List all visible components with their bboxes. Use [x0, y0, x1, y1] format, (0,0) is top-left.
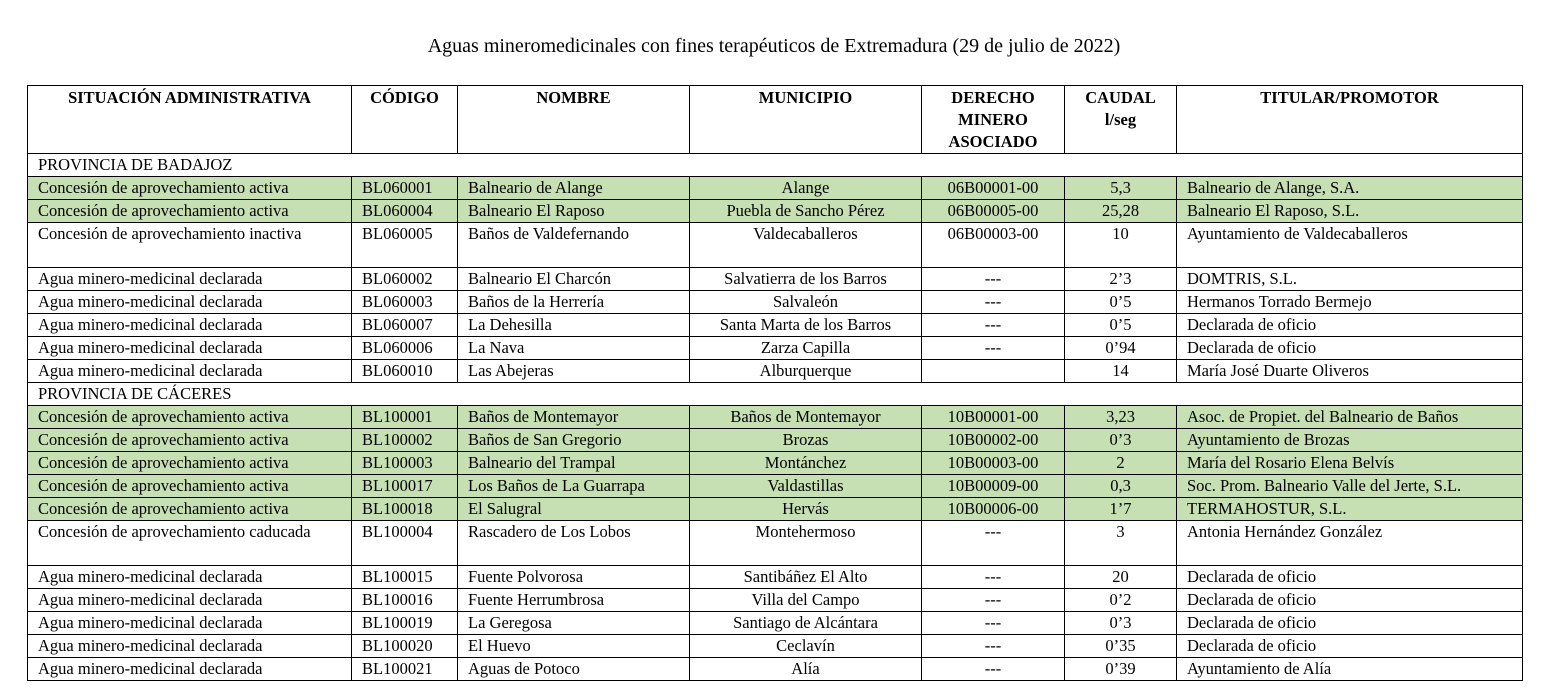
derecho-cell: 10B00001-00	[922, 406, 1065, 429]
codigo-cell: BL060010	[352, 360, 458, 383]
caudal-cell: 0’5	[1065, 291, 1177, 314]
table-row	[28, 658, 1523, 681]
table-row	[28, 337, 1523, 360]
table-header-row	[28, 86, 1523, 154]
municipio-cell: Brozas	[690, 429, 922, 452]
situacion-cell: Agua minero-medicinal declarada	[28, 635, 352, 658]
titular-cell: Ayuntamiento de Valdecaballeros	[1177, 223, 1523, 268]
situacion-cell: Agua minero-medicinal declarada	[28, 658, 352, 681]
derecho-cell: 06B00001-00	[922, 177, 1065, 200]
table-row	[28, 360, 1523, 383]
caudal-cell: 20	[1065, 566, 1177, 589]
municipio-cell: Hervás	[690, 498, 922, 521]
titular-cell: Balneario El Raposo, S.L.	[1177, 200, 1523, 223]
caudal-cell: 0’94	[1065, 337, 1177, 360]
situacion-cell: Agua minero-medicinal declarada	[28, 314, 352, 337]
nombre-cell: Balneario El Charcón	[458, 268, 690, 291]
derecho-cell: ---	[922, 337, 1065, 360]
titular-cell: María del Rosario Elena Belvís	[1177, 452, 1523, 475]
situacion-cell: Agua minero-medicinal declarada	[28, 360, 352, 383]
municipio-cell: Zarza Capilla	[690, 337, 922, 360]
table-row	[28, 177, 1523, 200]
table-row	[28, 635, 1523, 658]
codigo-cell: BL060004	[352, 200, 458, 223]
titular-cell: Declarada de oficio	[1177, 612, 1523, 635]
caudal-cell: 0’3	[1065, 612, 1177, 635]
caudal-cell: 5,3	[1065, 177, 1177, 200]
titular-cell: Ayuntamiento de Brozas	[1177, 429, 1523, 452]
nombre-cell: La Geregosa	[458, 612, 690, 635]
derecho-cell: 10B00009-00	[922, 475, 1065, 498]
titular-cell: María José Duarte Oliveros	[1177, 360, 1523, 383]
nombre-cell: Baños de la Herrería	[458, 291, 690, 314]
situacion-cell: Concesión de aprovechamiento inactiva	[28, 223, 352, 268]
table-row	[28, 612, 1523, 635]
caudal-cell: 2’3	[1065, 268, 1177, 291]
municipio-cell: Valdastillas	[690, 475, 922, 498]
titular-cell: Soc. Prom. Balneario Valle del Jerte, S.L.	[1177, 475, 1523, 498]
codigo-cell: BL060006	[352, 337, 458, 360]
titular-cell: Ayuntamiento de Alía	[1177, 658, 1523, 681]
situacion-cell: Concesión de aprovechamiento activa	[28, 429, 352, 452]
municipio-cell: Santa Marta de los Barros	[690, 314, 922, 337]
derecho-cell: ---	[922, 291, 1065, 314]
municipio-cell: Villa del Campo	[690, 589, 922, 612]
caudal-cell: 3	[1065, 521, 1177, 566]
titular-cell: Declarada de oficio	[1177, 589, 1523, 612]
table-row	[28, 566, 1523, 589]
municipio-cell: Alange	[690, 177, 922, 200]
municipio-cell: Alía	[690, 658, 922, 681]
codigo-cell: BL060002	[352, 268, 458, 291]
derecho-cell: ---	[922, 314, 1065, 337]
situacion-cell: Agua minero-medicinal declarada	[28, 268, 352, 291]
titular-cell: Hermanos Torrado Bermejo	[1177, 291, 1523, 314]
header-nombre: NOMBRE	[458, 86, 690, 154]
table-row	[28, 223, 1523, 268]
titular-cell: Asoc. de Propiet. del Balneario de Baños	[1177, 406, 1523, 429]
codigo-cell: BL100015	[352, 566, 458, 589]
codigo-cell: BL100021	[352, 658, 458, 681]
caudal-cell: 0’2	[1065, 589, 1177, 612]
municipio-cell: Ceclavín	[690, 635, 922, 658]
mineral-waters-table	[27, 85, 1523, 681]
nombre-cell: Aguas de Potoco	[458, 658, 690, 681]
municipio-cell: Santiago de Alcántara	[690, 612, 922, 635]
titular-cell: DOMTRIS, S.L.	[1177, 268, 1523, 291]
province-row	[28, 154, 1523, 177]
codigo-cell: BL060003	[352, 291, 458, 314]
municipio-cell: Santibáñez El Alto	[690, 566, 922, 589]
caudal-cell: 10	[1065, 223, 1177, 268]
codigo-cell: BL060001	[352, 177, 458, 200]
derecho-cell: ---	[922, 635, 1065, 658]
codigo-cell: BL100002	[352, 429, 458, 452]
codigo-cell: BL100003	[352, 452, 458, 475]
municipio-cell: Valdecaballeros	[690, 223, 922, 268]
derecho-cell: 10B00002-00	[922, 429, 1065, 452]
derecho-cell	[922, 360, 1065, 383]
situacion-cell: Concesión de aprovechamiento activa	[28, 452, 352, 475]
table-row	[28, 452, 1523, 475]
codigo-cell: BL100016	[352, 589, 458, 612]
caudal-cell: 14	[1065, 360, 1177, 383]
situacion-cell: Agua minero-medicinal declarada	[28, 337, 352, 360]
codigo-cell: BL100019	[352, 612, 458, 635]
caudal-cell: 0’35	[1065, 635, 1177, 658]
header-situacion: SITUACIÓN ADMINISTRATIVA	[28, 86, 352, 154]
nombre-cell: Balneario El Raposo	[458, 200, 690, 223]
caudal-cell: 1’7	[1065, 498, 1177, 521]
header-municipio: MUNICIPIO	[690, 86, 922, 154]
derecho-cell: ---	[922, 658, 1065, 681]
header-titular: TITULAR/PROMOTOR	[1177, 86, 1523, 154]
situacion-cell: Agua minero-medicinal declarada	[28, 566, 352, 589]
codigo-cell: BL100018	[352, 498, 458, 521]
situacion-cell: Concesión de aprovechamiento caducada	[28, 521, 352, 566]
nombre-cell: Balneario de Alange	[458, 177, 690, 200]
situacion-cell: Concesión de aprovechamiento activa	[28, 177, 352, 200]
nombre-cell: Rascadero de Los Lobos	[458, 521, 690, 566]
nombre-cell: El Huevo	[458, 635, 690, 658]
table-body	[28, 154, 1523, 681]
derecho-cell: ---	[922, 589, 1065, 612]
caudal-cell: 0,3	[1065, 475, 1177, 498]
situacion-cell: Concesión de aprovechamiento activa	[28, 475, 352, 498]
derecho-cell: 06B00005-00	[922, 200, 1065, 223]
titular-cell: Declarada de oficio	[1177, 635, 1523, 658]
codigo-cell: BL100020	[352, 635, 458, 658]
table-row	[28, 521, 1523, 566]
caudal-cell: 0’39	[1065, 658, 1177, 681]
nombre-cell: El Salugral	[458, 498, 690, 521]
header-caudal: CAUDAL l/seg	[1065, 86, 1177, 154]
derecho-cell: ---	[922, 566, 1065, 589]
derecho-cell: 10B00003-00	[922, 452, 1065, 475]
nombre-cell: La Nava	[458, 337, 690, 360]
province-label: PROVINCIA DE CÁCERES	[28, 383, 1523, 406]
municipio-cell: Puebla de Sancho Pérez	[690, 200, 922, 223]
situacion-cell: Concesión de aprovechamiento activa	[28, 406, 352, 429]
table-row	[28, 589, 1523, 612]
derecho-cell: 10B00006-00	[922, 498, 1065, 521]
codigo-cell: BL100017	[352, 475, 458, 498]
derecho-cell: ---	[922, 268, 1065, 291]
table-row	[28, 268, 1523, 291]
titular-cell: Balneario de Alange, S.A.	[1177, 177, 1523, 200]
codigo-cell: BL060005	[352, 223, 458, 268]
nombre-cell: Baños de Montemayor	[458, 406, 690, 429]
situacion-cell: Concesión de aprovechamiento activa	[28, 498, 352, 521]
derecho-cell: ---	[922, 521, 1065, 566]
titular-cell: Declarada de oficio	[1177, 337, 1523, 360]
table-row	[28, 314, 1523, 337]
table-row	[28, 406, 1523, 429]
province-label: PROVINCIA DE BADAJOZ	[28, 154, 1523, 177]
header-derecho: DERECHO MINERO ASOCIADO	[922, 86, 1065, 154]
derecho-cell: ---	[922, 612, 1065, 635]
table-row	[28, 291, 1523, 314]
derecho-cell: 06B00003-00	[922, 223, 1065, 268]
table-row	[28, 475, 1523, 498]
titular-cell: Declarada de oficio	[1177, 566, 1523, 589]
caudal-cell: 0’3	[1065, 429, 1177, 452]
nombre-cell: Baños de Valdefernando	[458, 223, 690, 268]
table-row	[28, 429, 1523, 452]
titular-cell: Antonia Hernández González	[1177, 521, 1523, 566]
nombre-cell: Fuente Polvorosa	[458, 566, 690, 589]
table-row	[28, 498, 1523, 521]
caudal-cell: 3,23	[1065, 406, 1177, 429]
caudal-cell: 0’5	[1065, 314, 1177, 337]
municipio-cell: Salvatierra de los Barros	[690, 268, 922, 291]
header-codigo: CÓDIGO	[352, 86, 458, 154]
titular-cell: Declarada de oficio	[1177, 314, 1523, 337]
caudal-cell: 2	[1065, 452, 1177, 475]
titular-cell: TERMAHOSTUR, S.L.	[1177, 498, 1523, 521]
nombre-cell: Balneario del Trampal	[458, 452, 690, 475]
municipio-cell: Baños de Montemayor	[690, 406, 922, 429]
nombre-cell: Fuente Herrumbrosa	[458, 589, 690, 612]
document-title: Aguas mineromedicinales con fines terapéuticos de Extremadura (29 de julio de 2022)	[427, 35, 1121, 57]
table-row	[28, 200, 1523, 223]
nombre-cell: La Dehesilla	[458, 314, 690, 337]
codigo-cell: BL100004	[352, 521, 458, 566]
codigo-cell: BL060007	[352, 314, 458, 337]
municipio-cell: Alburquerque	[690, 360, 922, 383]
municipio-cell: Salvaleón	[690, 291, 922, 314]
situacion-cell: Agua minero-medicinal declarada	[28, 612, 352, 635]
situacion-cell: Concesión de aprovechamiento activa	[28, 200, 352, 223]
municipio-cell: Montánchez	[690, 452, 922, 475]
situacion-cell: Agua minero-medicinal declarada	[28, 291, 352, 314]
province-row	[28, 383, 1523, 406]
codigo-cell: BL100001	[352, 406, 458, 429]
situacion-cell: Agua minero-medicinal declarada	[28, 589, 352, 612]
nombre-cell: Los Baños de La Guarrapa	[458, 475, 690, 498]
caudal-cell: 25,28	[1065, 200, 1177, 223]
nombre-cell: Baños de San Gregorio	[458, 429, 690, 452]
nombre-cell: Las Abejeras	[458, 360, 690, 383]
municipio-cell: Montehermoso	[690, 521, 922, 566]
